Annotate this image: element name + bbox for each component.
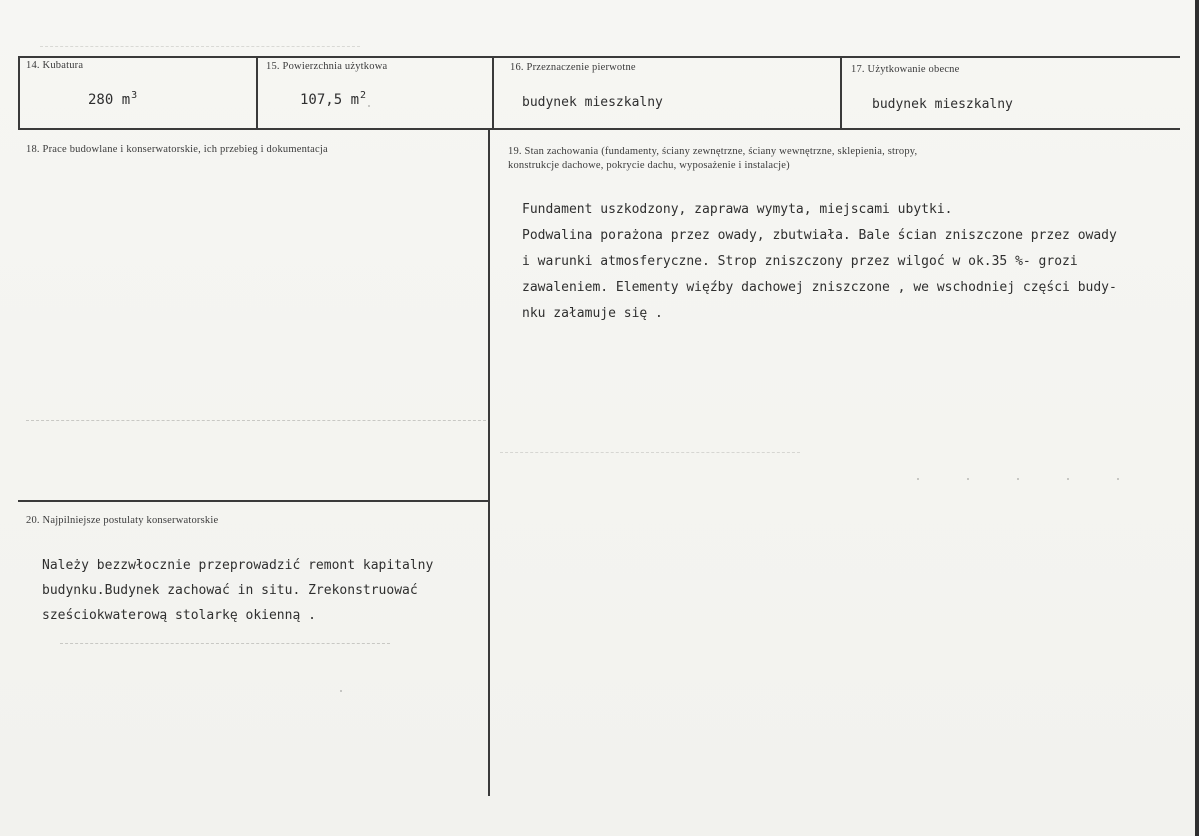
stan-line: Podwalina porażona przez owady, zbutwiała. Bale ścian zniszczone przez owady bbox=[522, 228, 1117, 243]
stan-label-line1: 19. Stan zachowania (fundamenty, ściany zewnętrzne, ściany wewnętrzne, sklepienia, stropy, bbox=[508, 146, 918, 157]
left-border bbox=[18, 56, 20, 130]
speck bbox=[917, 478, 919, 480]
przeznaczenie-value: budynek mieszkalny bbox=[522, 95, 663, 110]
stan-text bbox=[522, 197, 1117, 327]
scan-edge bbox=[1195, 0, 1199, 836]
postulaty-line: budynku.Budynek zachować in situ. Zrekonstruować bbox=[42, 583, 418, 598]
show-through-mark bbox=[26, 420, 486, 421]
kubatura-label: 14. Kubatura bbox=[26, 60, 84, 71]
show-through-mark bbox=[60, 643, 390, 644]
speck bbox=[1117, 478, 1119, 480]
powierzchnia-label: 15. Powierzchnia użytkowa bbox=[266, 61, 388, 72]
przeznaczenie-label: 16. Przeznaczenie pierwotne bbox=[510, 62, 636, 73]
main-column-divider bbox=[488, 128, 490, 796]
stan-label-line2: konstrukcje dachowe, pokrycie dachu, wyposażenie i instalacje) bbox=[508, 160, 790, 171]
kubatura-unit-exponent: 3 bbox=[131, 90, 138, 101]
powierzchnia-value: 107,5 $m^2$ bbox=[300, 90, 367, 108]
stan-line: i warunki atmosferyczne. Strop zniszczony przez wilgoć w ok.35 %- grozi bbox=[522, 254, 1078, 269]
uzytkowanie-value: budynek mieszkalny bbox=[872, 97, 1013, 112]
postulaty-label: 20. Najpilniejsze postulaty konserwatorskie bbox=[26, 515, 219, 526]
postulaty-text bbox=[42, 553, 433, 628]
speck bbox=[967, 478, 969, 480]
prace-label: 18. Prace budowlane i konserwatorskie, ich przebieg i dokumentacja bbox=[26, 144, 328, 155]
stan-line: Fundament uszkodzony, zaprawa wymyta, miejscami ubytki. bbox=[522, 202, 953, 217]
postulaty-line: Należy bezzwłocznie przeprowadzić remont kapitalny bbox=[42, 558, 434, 573]
divider-16-17 bbox=[840, 56, 842, 130]
show-through-mark bbox=[40, 46, 360, 47]
speck bbox=[1017, 478, 1019, 480]
divider-14-15 bbox=[256, 56, 258, 130]
speck bbox=[1067, 478, 1069, 480]
section20-top-rule bbox=[18, 500, 490, 502]
speck bbox=[368, 105, 370, 107]
stan-line: zawaleniem. Elementy więźby dachowej zniszczone , we wschodniej części budy- bbox=[522, 280, 1117, 295]
show-through-mark bbox=[500, 452, 800, 453]
postulaty-line: sześciokwaterową stolarkę okienną . bbox=[42, 608, 316, 623]
row1-bottom-rule bbox=[18, 128, 1180, 130]
stan-line: nku załamuje się . bbox=[522, 306, 663, 321]
uzytkowanie-label: 17. Użytkowanie obecne bbox=[851, 64, 960, 75]
divider-15-16 bbox=[492, 56, 494, 130]
top-rule bbox=[18, 56, 1180, 58]
kubatura-value: 280 $m^3$ bbox=[88, 90, 138, 108]
speck bbox=[340, 690, 342, 692]
powierzchnia-unit-exponent: 2 bbox=[360, 90, 367, 101]
